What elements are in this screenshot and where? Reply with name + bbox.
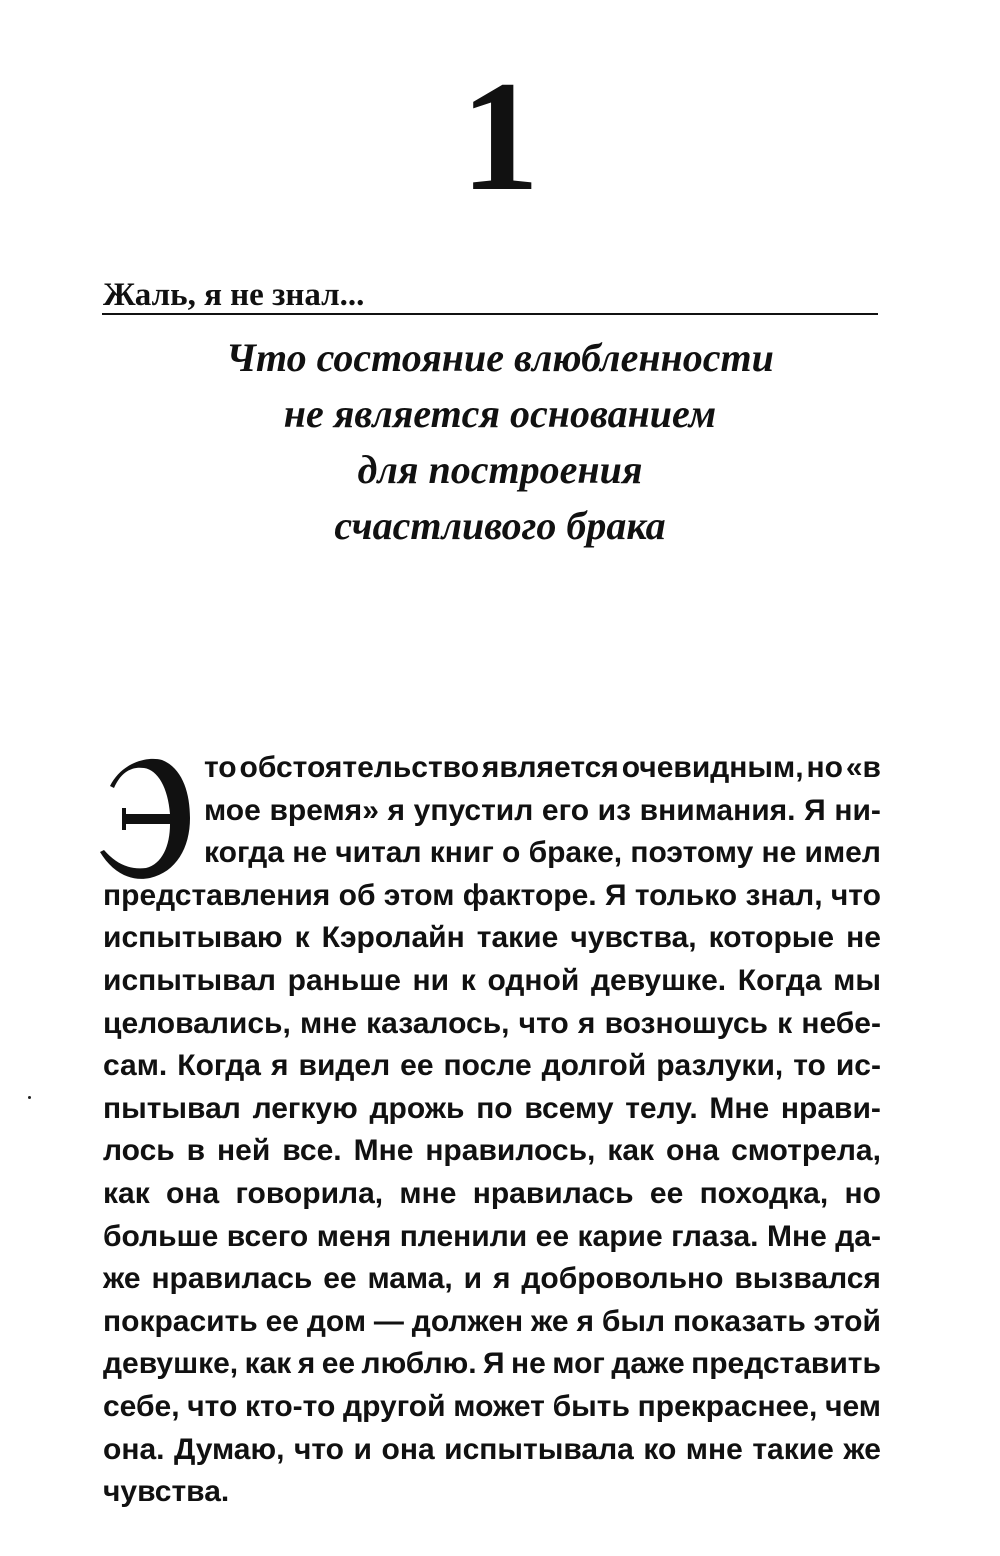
word: мы [833, 963, 881, 997]
word: Я [483, 1347, 505, 1381]
word: поэтому [630, 836, 754, 870]
word: легкую [252, 1091, 358, 1125]
body-paragraph [103, 747, 881, 1514]
paragraph-line [103, 1258, 881, 1301]
word: я [576, 1304, 594, 1338]
word: всему [524, 1091, 614, 1125]
word: да- [835, 1219, 881, 1253]
chapter-number: 1 [460, 49, 540, 224]
heading-rule [102, 313, 878, 315]
word: лось [103, 1134, 175, 1168]
word: время» [269, 793, 379, 827]
paragraph-line [204, 747, 881, 790]
word: казалось, [366, 1006, 510, 1040]
word: разлуки, [656, 1049, 784, 1083]
word: смотрела, [731, 1134, 881, 1168]
word: является [481, 751, 619, 784]
word: себе, [103, 1389, 180, 1423]
word: — [373, 1304, 404, 1338]
word: «в [845, 751, 881, 784]
word: не [511, 1347, 546, 1381]
word: ее [649, 1176, 684, 1210]
word: нравилась [151, 1262, 313, 1296]
word: небе- [801, 1006, 881, 1040]
paragraph-line [103, 1216, 881, 1259]
word: показать [672, 1304, 806, 1338]
word: я [297, 1347, 316, 1381]
word: даже [611, 1347, 685, 1381]
word: но [806, 751, 843, 784]
word: мог [552, 1347, 605, 1381]
paragraph-line [103, 1088, 881, 1131]
word: не [292, 836, 328, 870]
word: чувства, [570, 921, 697, 955]
word: такие [476, 921, 559, 955]
word: испытывала [444, 1432, 634, 1466]
word: как [103, 1176, 150, 1210]
word: возношусь [604, 1006, 768, 1040]
word: этой [813, 1304, 881, 1338]
word: к [460, 963, 476, 997]
word: которые [708, 921, 835, 955]
word: Кэролайн [321, 921, 465, 955]
word: браке, [528, 836, 623, 870]
word: когда [204, 836, 285, 870]
paragraph-line: чувства. [103, 1475, 230, 1509]
word: факторе. [462, 878, 597, 912]
word: быть [552, 1389, 630, 1423]
word: и [463, 1262, 483, 1296]
word: что [830, 878, 881, 912]
word: целовались, [103, 1006, 291, 1040]
word: об [338, 878, 376, 912]
paragraph-line [103, 1429, 881, 1472]
paragraph-line [103, 917, 881, 960]
word: упустил [413, 793, 534, 827]
word: после [443, 1049, 532, 1083]
subtitle-line: Что состояние влюбленности [226, 335, 774, 380]
word: ее [323, 1262, 357, 1296]
word: испытываю [103, 921, 283, 955]
word: девушке. [590, 963, 727, 997]
word: я [577, 1006, 596, 1040]
word: говорила, [235, 1176, 384, 1210]
word: мама, [367, 1262, 453, 1296]
section-heading: Жаль, я не знал... [103, 277, 365, 313]
word: мне [299, 1006, 357, 1040]
word: как [244, 1347, 292, 1381]
word: Мне [353, 1134, 414, 1168]
paragraph-line [103, 1045, 881, 1088]
word: прекраснее, [637, 1389, 818, 1423]
paragraph-line [103, 875, 881, 918]
word: нравилась [472, 1176, 634, 1210]
word: люблю. [361, 1347, 477, 1381]
word: пленили [399, 1219, 528, 1253]
word: карие [577, 1219, 663, 1253]
word: все. [282, 1134, 342, 1168]
word: к [777, 1006, 793, 1040]
word: ни- [834, 793, 881, 827]
word: обстоятельство [239, 751, 480, 784]
word: дом [306, 1304, 367, 1338]
word: внимания. [639, 793, 796, 827]
word: мне [685, 1432, 743, 1466]
word: ни [412, 963, 450, 997]
word: ее [400, 1049, 434, 1083]
paragraph-line [204, 832, 881, 875]
word: только [634, 878, 738, 912]
subtitle-line: для построения [357, 447, 643, 492]
word: книг [429, 836, 494, 870]
word: телу. [625, 1091, 698, 1125]
word: ее [265, 1304, 299, 1338]
word: же [843, 1432, 881, 1466]
word: что [187, 1389, 238, 1423]
word: Когда [177, 1049, 261, 1083]
word: кто-то [245, 1389, 336, 1423]
word: я [270, 1049, 289, 1083]
word: как [607, 1134, 655, 1168]
word: имел [804, 836, 881, 870]
word: что [518, 1006, 569, 1040]
word: из [597, 793, 631, 827]
word: Я [604, 878, 627, 912]
word: дрожь [369, 1091, 465, 1125]
word: покрасить [103, 1304, 258, 1338]
word: девушке, [103, 1347, 239, 1381]
subtitle-line: счастливого брака [334, 503, 666, 548]
word: больше [103, 1219, 219, 1253]
paragraph-line [103, 1301, 881, 1344]
word: по [476, 1091, 513, 1125]
word: не [761, 836, 797, 870]
word: походка, [699, 1176, 829, 1210]
word: знал, [745, 878, 823, 912]
word: и [353, 1432, 372, 1466]
word: ее [535, 1219, 570, 1253]
word: ко [643, 1432, 677, 1466]
word: она [166, 1176, 220, 1210]
word: этом [383, 878, 455, 912]
word: нравилось, [425, 1134, 596, 1168]
word: ней [217, 1134, 271, 1168]
word: же [531, 1304, 569, 1338]
word: в [186, 1134, 206, 1168]
word: Мне [766, 1219, 827, 1253]
word: долгой [541, 1049, 647, 1083]
paragraph-line [103, 1343, 881, 1386]
word: я [387, 793, 406, 827]
word: очевидным, [621, 751, 804, 784]
word: же [103, 1262, 141, 1296]
word: ис- [835, 1049, 881, 1083]
word: она [381, 1432, 435, 1466]
word: Я [804, 793, 826, 827]
word: сам. [103, 1049, 168, 1083]
word: к [294, 921, 310, 955]
word: был [601, 1304, 666, 1338]
word: глаза. [671, 1219, 759, 1253]
word: она [665, 1134, 720, 1168]
paragraph-line [103, 1386, 881, 1429]
word: такие [752, 1432, 834, 1466]
word: добровольно [521, 1262, 724, 1296]
word: пытывал [103, 1091, 241, 1125]
paragraph-line [204, 790, 881, 833]
word: представить [691, 1347, 881, 1381]
word: испытывал [103, 963, 276, 997]
word: Мне [709, 1091, 770, 1125]
chapter-subtitle [140, 330, 860, 554]
word: вызвался [734, 1262, 881, 1296]
word: Думаю, [173, 1432, 285, 1466]
word: видел [298, 1049, 391, 1083]
paragraph-line [103, 1003, 881, 1046]
word: я [492, 1262, 511, 1296]
word: мне [399, 1176, 457, 1210]
paragraph-line [103, 1173, 881, 1216]
word: другой [343, 1389, 446, 1423]
word: может [453, 1389, 545, 1423]
word: одной [487, 963, 580, 997]
word: что [293, 1432, 345, 1466]
word: не [846, 921, 881, 955]
word: чем [825, 1389, 881, 1423]
word: его [541, 793, 590, 827]
word: но [844, 1176, 881, 1210]
paragraph-line [103, 960, 881, 1003]
word: должен [411, 1304, 524, 1338]
word: о [502, 836, 521, 870]
word: мое [204, 793, 261, 827]
subtitle-line: не является основанием [283, 391, 717, 436]
word: то [793, 1049, 826, 1083]
word: всего [226, 1219, 309, 1253]
word: читал [335, 836, 422, 870]
word: представления [103, 878, 331, 912]
word: Когда [737, 963, 822, 997]
print-speck [28, 1096, 31, 1099]
word: нрави- [780, 1091, 881, 1125]
word: ее [321, 1347, 356, 1381]
word: она. [103, 1432, 165, 1466]
word: раньше [287, 963, 401, 997]
word: то [204, 751, 237, 784]
paragraph-line [103, 1130, 881, 1173]
word: меня [316, 1219, 392, 1253]
